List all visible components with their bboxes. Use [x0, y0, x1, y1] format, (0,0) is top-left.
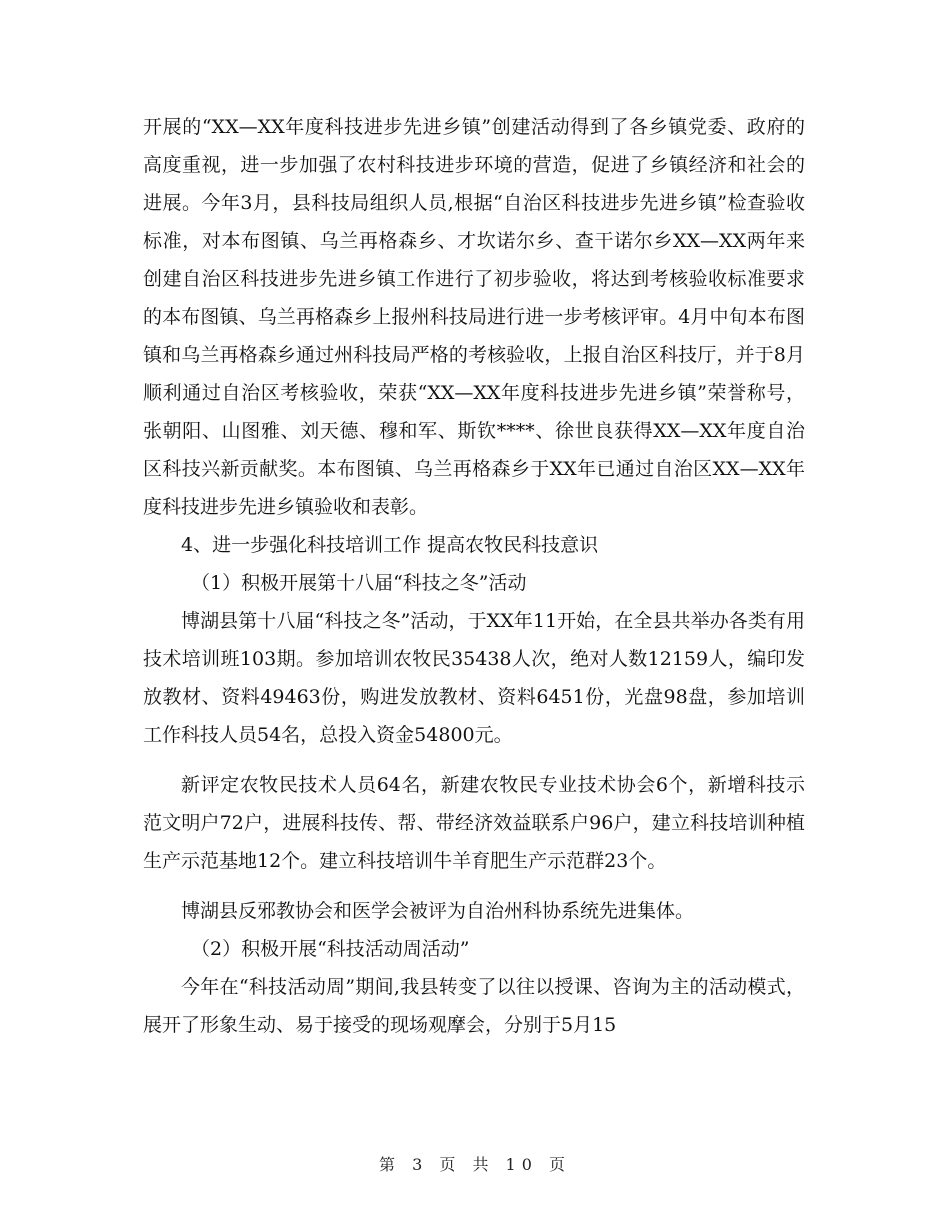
document-body: [143, 108, 805, 1044]
subheading-tech-week: （2）积极开展“科技活动周活动”: [191, 938, 470, 960]
page-number-footer: 第 3 页 共 10 页: [379, 1155, 571, 1174]
subheading-winter-activity: （1）积极开展第十八届“科技之冬”活动: [191, 572, 527, 594]
paragraph-technicians: 新评定农牧民技术人员64名，新建农牧民专业技术协会6个，新增科技示范文明户72户，进展科技传、帮、带经济效益联系户96户，建立科技培训种植生产示范基地12个。建立科技培训牛羊育肥生产示范群23个。: [143, 774, 805, 872]
paragraph-continuation: 开展的“XX—XX年度科技进步先进乡镇”创建活动得到了各乡镇党委、政府的高度重视，进一步加强了农村科技进步环境的营造，促进了乡镇经济和社会的进展。今年3月，县科技局组织人员,根据“自治区科技进步先进乡镇”检查验收标准，对本布图镇、乌兰再格森乡、才坎诺尔乡、查干诺尔乡XX—XX两年来创建自治区科技进步先进乡镇工作进行了初步验收，将达到考核验收标准要求的本布图镇、乌兰再格森乡上报州科技局进行进一步考核评审。4月中旬本布图镇和乌兰再格森乡通过州科技局严格的考核验收，上报自治区科技厅，并于8月顺利通过自治区考核验收，荣获“XX—XX年度科技进步先进乡镇”荣誉称号，张朝阳、山图雅、刘天德、穆和军、斯钦****、徐世良获得XX—XX年度自治区科技兴新贡献奖。本布图镇、乌兰再格森乡于XX年已通过自治区XX—XX年度科技进步先进乡镇验收和表彰。: [143, 116, 805, 518]
section-heading-training: 4、进一步强化科技培训工作 提高农牧民科技意识: [181, 534, 599, 556]
paragraph-tech-week: 今年在“科技活动周”期间,我县转变了以往以授课、咨询为主的活动模式，展开了形象生动、易于接受的现场观摩会，分别于5月15: [143, 976, 805, 1036]
paragraph-advanced-collective: 博湖县反邪教协会和医学会被评为自治州科协系统先进集体。: [181, 900, 695, 922]
paragraph-winter-activity: 博湖县第十八届“科技之冬”活动，于XX年11开始，在全县共举办各类有用技术培训班103期。参加培训农牧民35438人次，绝对人数12159人，编印发放教材、资料49463份，购进发放教材、资料6451份，光盘98盘，参加培训工作科技人员54名，总投入资金54800元。: [143, 610, 805, 746]
